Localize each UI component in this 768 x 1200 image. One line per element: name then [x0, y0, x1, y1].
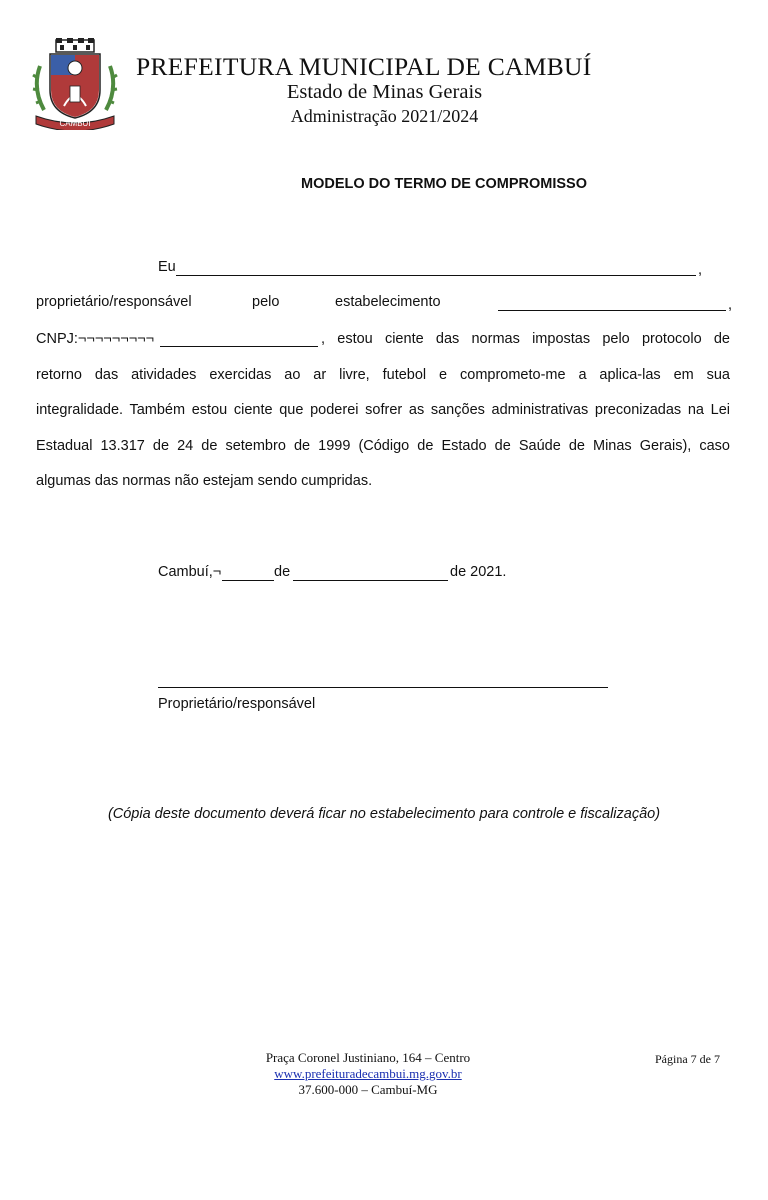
footer-website-link[interactable]: www.prefeituradecambui.mg.gov.br	[274, 1066, 462, 1081]
footer	[180, 1050, 556, 1098]
cnpj-text: , estou ciente das normas impostas pelo protocolo de	[321, 331, 730, 347]
body-line: Estadual 13.317 de 24 de setembro de 1999 (Código de Estado de Saúde de Minas Gerais), caso	[36, 438, 730, 454]
header-state: Estado de Minas Gerais	[286, 81, 483, 103]
comma: ,	[698, 262, 703, 278]
coat-of-arms-logo	[30, 38, 120, 130]
by-label: pelo	[252, 294, 280, 310]
establishment-field[interactable]	[498, 310, 726, 311]
header-administration: Administração 2021/2024	[290, 106, 479, 126]
owner-label: proprietário/responsável	[36, 294, 192, 310]
signature-label: Proprietário/responsável	[158, 696, 316, 712]
eu-label: Eu	[158, 259, 176, 275]
comma: ,	[728, 297, 733, 313]
establishment-label: estabelecimento	[335, 294, 441, 310]
month-field[interactable]	[293, 580, 448, 581]
body-line: retorno das atividades exercidas ao ar livre, futebol e comprometo-me a aplica-las em sua	[36, 367, 730, 383]
header-title: PREFEITURA MUNICIPAL DE CAMBUÍ	[136, 52, 592, 81]
cnpj-label: CNPJ:¬¬¬¬¬¬¬¬¬	[36, 331, 155, 347]
crest-banner-text: CAMBUÍ	[59, 119, 91, 128]
footer-address: Praça Coronel Justiniano, 164 – Centro	[265, 1050, 471, 1065]
body-line-last: algumas das normas não estejam sendo cumpridas.	[36, 473, 373, 489]
cnpj-field[interactable]	[160, 346, 318, 347]
page-number: Página 7 de 7	[655, 1052, 720, 1066]
date-de: de	[274, 564, 291, 580]
signature-line[interactable]	[158, 687, 608, 688]
body-line: integralidade. Também estou ciente que poderei sofrer as sanções administrativas preconizadas na Lei	[36, 402, 730, 418]
date-city: Cambuí,¬	[158, 564, 222, 580]
copy-note: (Cópia deste documento deverá ficar no estabelecimento para controle e fiscalização)	[107, 806, 661, 822]
document-title: MODELO DO TERMO DE COMPROMISSO	[301, 176, 587, 192]
day-field[interactable]	[222, 580, 274, 581]
name-field[interactable]	[176, 275, 696, 276]
date-year: de 2021.	[450, 564, 507, 580]
footer-postal: 37.600-000 – Cambuí-MG	[298, 1082, 438, 1097]
